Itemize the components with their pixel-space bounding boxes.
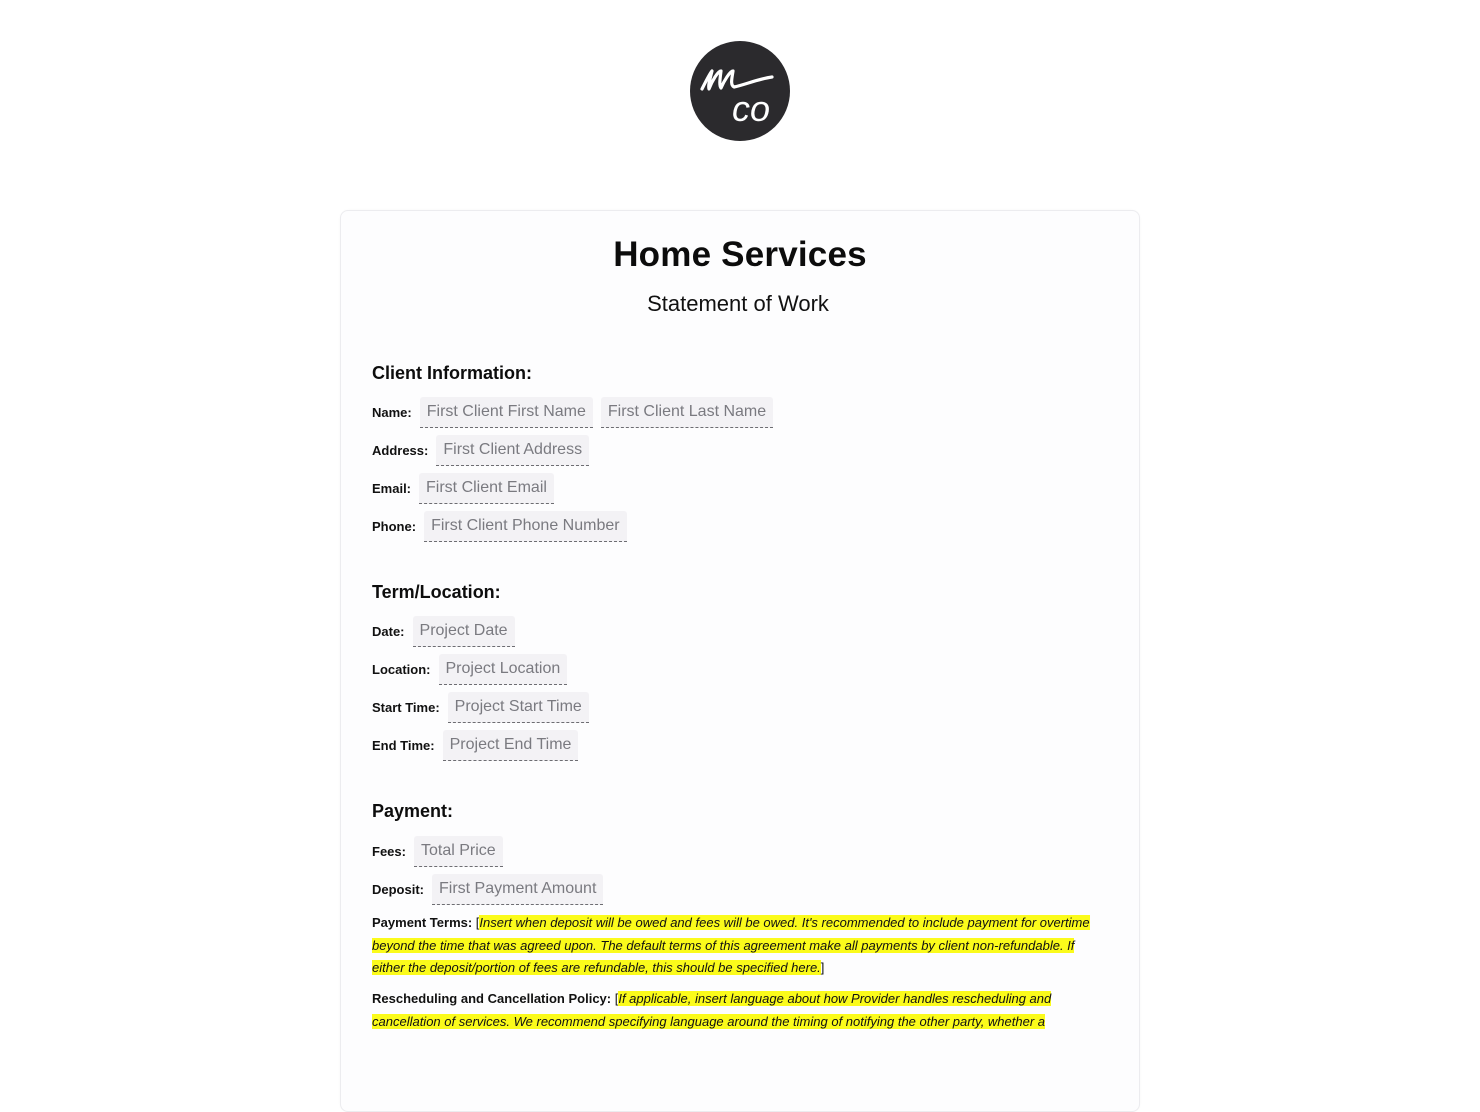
end-time-label: End Time:	[372, 737, 435, 753]
date-label: Date:	[372, 623, 405, 639]
cancellation-policy-label: Rescheduling and Cancellation Policy:	[372, 991, 612, 1006]
project-end-time-field[interactable]: Project End Time	[443, 730, 579, 761]
cancellation-policy-placeholder[interactable]: If applicable, insert language about how Provider handles rescheduling and cancellation of services. We recommend specifying language around the timing of notifying the other party, whether a	[372, 991, 1052, 1029]
fees-label: Fees:	[372, 843, 406, 859]
start-time-label: Start Time:	[372, 699, 440, 715]
email-label: Email:	[372, 480, 412, 496]
deposit-row	[372, 873, 611, 905]
client-last-name-field[interactable]: First Client Last Name	[601, 397, 773, 428]
project-end-row	[372, 729, 586, 761]
payment-heading: Payment:	[372, 801, 454, 821]
location-label: Location:	[372, 661, 431, 677]
cancellation-policy-paragraph: Rescheduling and Cancellation Policy: [If applicable, insert language about how Provider handles rescheduling and cancellation of services. We recommend specifying language around the timing of notifying the other party, whether a	[372, 991, 1052, 1029]
client-email-row	[372, 472, 562, 504]
mco-logo-icon	[690, 41, 790, 141]
svg-text:co: co	[732, 88, 771, 129]
phone-label: Phone:	[372, 518, 417, 534]
client-address-row	[372, 434, 597, 466]
client-phone-field[interactable]: First Client Phone Number	[424, 511, 627, 542]
payment-terms-placeholder[interactable]: Insert when deposit will be owed and fees will be owed. It's recommended to include payment for overtime beyond the time that was agreed upon. The default terms of this agreement make all payments by client non-refundable. If either the deposit/portion of fees are refundable, this should be specified here.	[372, 915, 1090, 975]
project-start-row	[372, 691, 597, 723]
term-location-heading: Term/Location:	[372, 582, 501, 602]
document-subtitle: Statement of Work	[647, 291, 829, 316]
project-start-time-field[interactable]: Project Start Time	[448, 692, 589, 723]
project-location-row	[372, 653, 575, 685]
client-address-field[interactable]: First Client Address	[436, 435, 589, 466]
deposit-label: Deposit:	[372, 881, 424, 897]
client-name-row	[372, 396, 781, 428]
client-phone-row	[372, 510, 635, 542]
client-email-field[interactable]: First Client Email	[419, 473, 554, 504]
payment-terms-label: Payment Terms:	[372, 915, 473, 930]
address-label: Address:	[372, 442, 429, 458]
project-location-field[interactable]: Project Location	[439, 654, 568, 685]
client-info-heading: Client Information:	[372, 363, 532, 383]
total-price-field[interactable]: Total Price	[414, 836, 503, 867]
project-date-row	[372, 615, 523, 647]
project-date-field[interactable]: Project Date	[413, 616, 515, 647]
name-label: Name:	[372, 404, 412, 420]
first-payment-amount-field[interactable]: First Payment Amount	[432, 874, 603, 905]
payment-terms-paragraph: Payment Terms: [Insert when deposit will be owed and fees will be owed. It's recommended to include payment for overtime beyond the time that was agreed upon. The default terms of this agreement make all payments by client non-refundable. If either the deposit/portion of fees are refundable, this should be specified here.]	[372, 915, 1090, 975]
client-first-name-field[interactable]: First Client First Name	[420, 397, 593, 428]
logo	[690, 41, 790, 141]
fees-row	[372, 835, 511, 867]
document-title: Home Services	[613, 235, 867, 274]
document-card	[340, 210, 1140, 1112]
